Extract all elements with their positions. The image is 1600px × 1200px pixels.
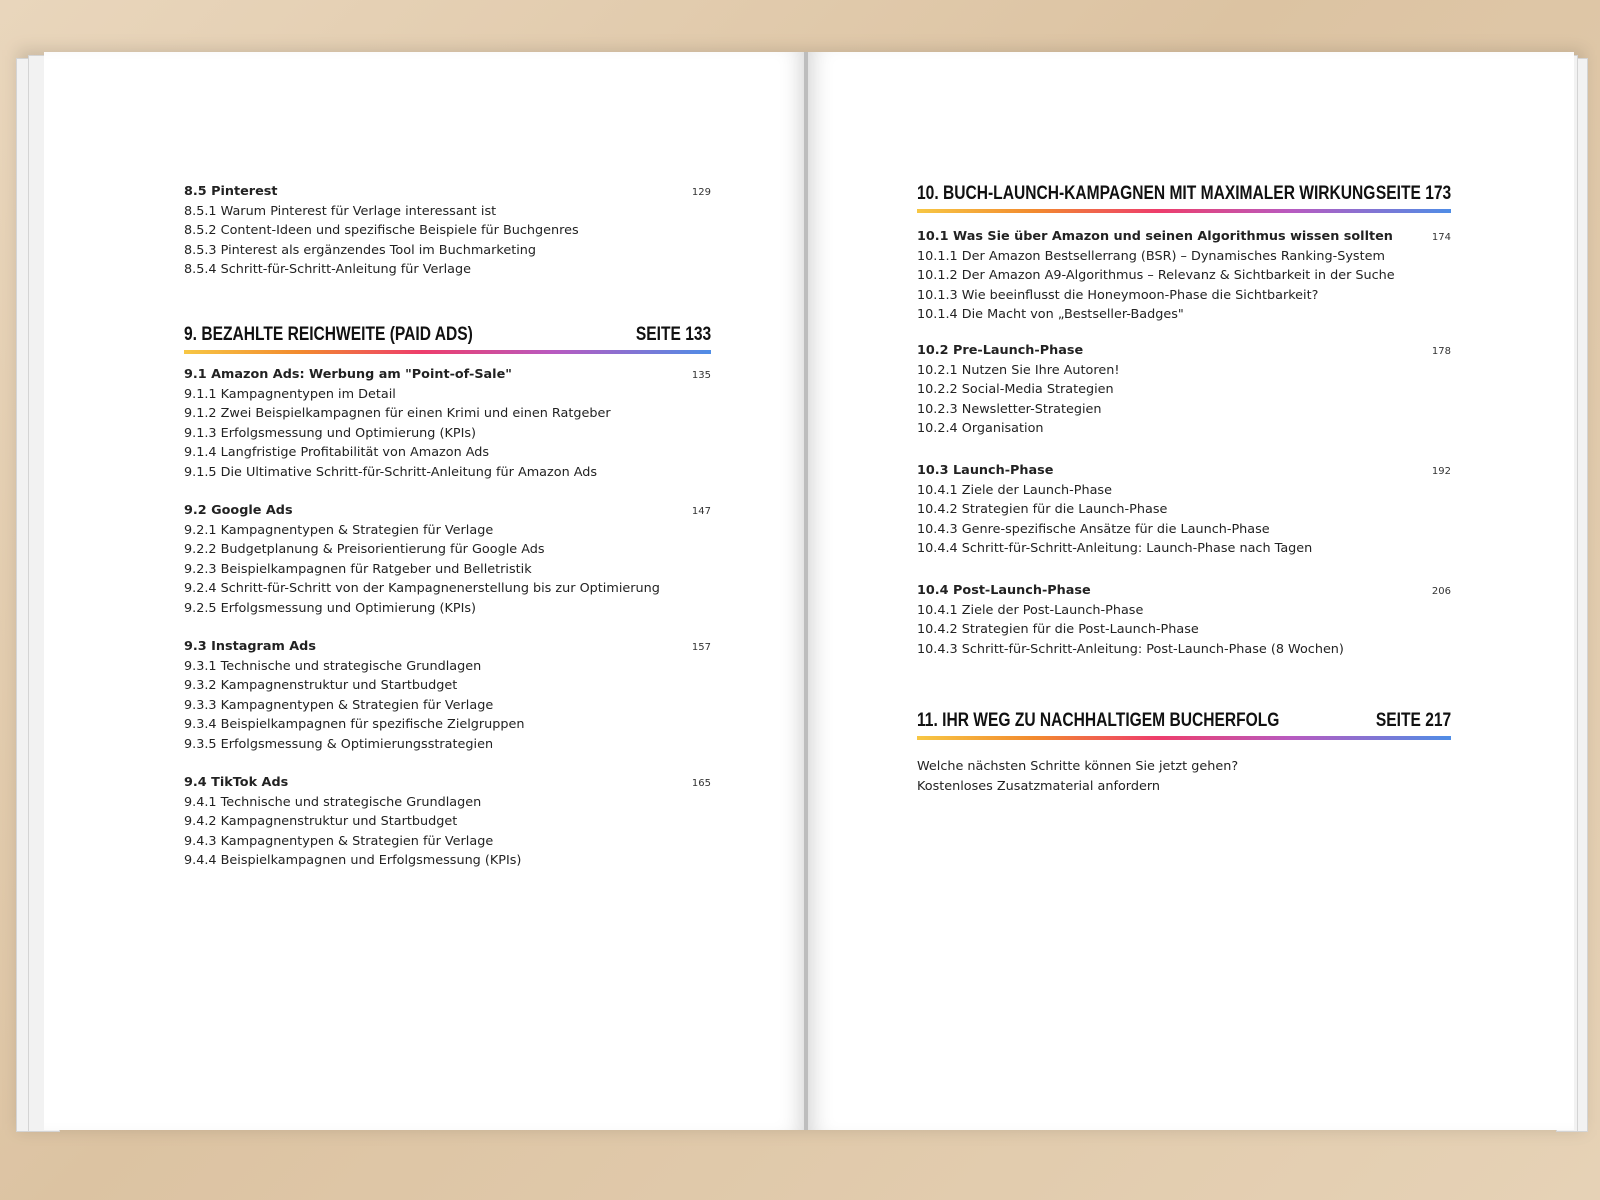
chapter-gradient-rule	[917, 209, 1451, 213]
chapter-11-lines	[917, 757, 1451, 796]
left-page	[44, 52, 805, 1130]
chapter-gradient-rule	[917, 736, 1451, 740]
toc-item: 9.1.4 Langfristige Profitabilität von Amazon Ads	[184, 445, 490, 461]
chapter-9-heading	[184, 324, 711, 354]
toc-section-9-3	[184, 637, 711, 755]
toc-section-9-1	[184, 365, 711, 483]
toc-page-number: 165	[691, 778, 711, 789]
toc-section-heading	[917, 341, 1451, 361]
toc-item: 9.3.2 Kampagnenstruktur und Startbudget	[184, 678, 458, 694]
toc-page-number: 174	[1431, 232, 1451, 243]
toc-section-heading	[184, 501, 711, 521]
toc-item: 9.2.4 Schritt-für-Schritt von der Kampagnenerstellung bis zur Optimierung	[184, 581, 660, 597]
toc-section-heading	[917, 227, 1451, 247]
toc-item: Kostenloses Zusatzmaterial anfordern	[917, 778, 1160, 794]
toc-item: 10.4.4 Schritt-für-Schritt-Anleitung: Launch-Phase nach Tagen	[917, 541, 1313, 557]
toc-section-title: 9.2 Google Ads	[184, 503, 293, 518]
chapter-gradient-rule	[184, 350, 711, 354]
toc-item: 10.2.1 Nutzen Sie Ihre Autoren!	[917, 362, 1120, 378]
toc-item: 10.2.3 Newsletter-Strategien	[917, 401, 1102, 417]
chapter-page: SEITE 133	[635, 324, 712, 345]
toc-section-heading	[184, 182, 711, 202]
toc-section-title: 10.2 Pre-Launch-Phase	[917, 343, 1084, 358]
right-page	[808, 52, 1574, 1130]
toc-item: 10.1.3 Wie beeinflusst die Honeymoon-Phase die Sichtbarkeit?	[917, 287, 1319, 303]
toc-item: 10.1.2 Der Amazon A9-Algorithmus – Relevanz & Sichtbarkeit in der Suche	[917, 268, 1395, 284]
chapter-page: SEITE 173	[1375, 183, 1452, 204]
toc-item: 9.4.3 Kampagnentypen & Strategien für Verlage	[184, 833, 494, 849]
toc-section-10-1	[917, 227, 1451, 325]
toc-section-8-5	[184, 182, 711, 280]
toc-item: 9.3.1 Technische und strategische Grundlagen	[184, 658, 482, 674]
toc-item: 9.1.1 Kampagnentypen im Detail	[184, 386, 396, 402]
chapter-title: 9. BEZAHLTE REICHWEITE (PAID ADS)	[184, 324, 473, 345]
toc-item: 9.3.3 Kampagnentypen & Strategien für Verlage	[184, 697, 494, 713]
toc-section-heading	[184, 637, 711, 657]
toc-item: 9.1.5 Die Ultimative Schritt-für-Schritt-Anleitung für Amazon Ads	[184, 464, 598, 480]
toc-page-number: 192	[1431, 466, 1451, 477]
toc-section-title: 9.1 Amazon Ads: Werbung am "Point-of-Sale"	[184, 367, 512, 382]
toc-section-title: 10.1 Was Sie über Amazon und seinen Algorithmus wissen sollten	[917, 229, 1393, 244]
toc-page-number: 129	[691, 187, 711, 198]
toc-page-number: 178	[1431, 346, 1451, 357]
toc-section-10-4	[917, 581, 1451, 659]
chapter-title: 11. IHR WEG ZU NACHHALTIGEM BUCHERFOLG	[917, 710, 1280, 731]
toc-item: 10.2.2 Social-Media Strategien	[917, 382, 1114, 398]
toc-item: 9.2.3 Beispielkampagnen für Ratgeber und Belletristik	[184, 561, 532, 577]
toc-item: 9.2.1 Kampagnentypen & Strategien für Verlage	[184, 522, 494, 538]
toc-section-title: 9.3 Instagram Ads	[184, 639, 316, 654]
toc-section-title: 8.5 Pinterest	[184, 184, 278, 199]
toc-item: 8.5.1 Warum Pinterest für Verlage interessant ist	[184, 203, 497, 219]
toc-section-10-3	[917, 461, 1451, 559]
toc-item: 9.4.1 Technische und strategische Grundlagen	[184, 794, 482, 810]
toc-item: 10.2.4 Organisation	[917, 421, 1044, 437]
toc-page-number: 135	[691, 370, 711, 381]
toc-item: 9.3.4 Beispielkampagnen für spezifische Zielgruppen	[184, 717, 525, 733]
toc-section-heading	[917, 461, 1451, 481]
toc-item: 8.5.2 Content-Ideen und spezifische Beispiele für Buchgenres	[184, 223, 579, 239]
toc-item: 10.4.1 Ziele der Launch-Phase	[917, 482, 1112, 498]
toc-section-heading	[184, 773, 711, 793]
toc-item: 10.1.1 Der Amazon Bestsellerrang (BSR) – Dynamisches Ranking-System	[917, 248, 1385, 264]
toc-section-title: 9.4 TikTok Ads	[184, 775, 289, 790]
toc-item: 9.3.5 Erfolgsmessung & Optimierungsstrategien	[184, 736, 494, 752]
toc-item: 9.2.5 Erfolgsmessung und Optimierung (KPIs)	[184, 600, 477, 616]
toc-section-title: 10.3 Launch-Phase	[917, 463, 1054, 478]
chapter-10-heading	[917, 183, 1451, 213]
toc-item: 10.4.2 Strategien für die Post-Launch-Phase	[917, 622, 1199, 638]
toc-section-heading	[917, 581, 1451, 601]
toc-item: 8.5.4 Schritt-für-Schritt-Anleitung für Verlage	[184, 262, 472, 278]
toc-item: 9.4.4 Beispielkampagnen und Erfolgsmessung (KPIs)	[184, 853, 522, 869]
toc-item: 9.4.2 Kampagnenstruktur und Startbudget	[184, 814, 458, 830]
toc-item: 9.1.2 Zwei Beispielkampagnen für einen Krimi und einen Ratgeber	[184, 406, 611, 422]
chapter-11-heading	[917, 710, 1451, 740]
toc-item: 10.4.3 Genre-spezifische Ansätze für die Launch-Phase	[917, 521, 1270, 537]
toc-section-10-2	[917, 341, 1451, 439]
toc-item: 10.4.1 Ziele der Post-Launch-Phase	[917, 602, 1144, 618]
toc-item: 10.4.3 Schritt-für-Schritt-Anleitung: Post-Launch-Phase (8 Wochen)	[917, 641, 1344, 657]
chapter-page: SEITE 217	[1375, 710, 1452, 731]
toc-item: 10.4.2 Strategien für die Launch-Phase	[917, 502, 1168, 518]
toc-item: 10.1.4 Die Macht von „Bestseller-Badges"	[917, 307, 1184, 323]
toc-section-title: 10.4 Post-Launch-Phase	[917, 583, 1091, 598]
toc-section-heading	[184, 365, 711, 385]
toc-section-9-4	[184, 773, 711, 871]
toc-page-number: 206	[1431, 586, 1451, 597]
toc-item: 9.1.3 Erfolgsmessung und Optimierung (KPIs)	[184, 425, 477, 441]
toc-item: 9.2.2 Budgetplanung & Preisorientierung für Google Ads	[184, 542, 545, 558]
toc-item: Welche nächsten Schritte können Sie jetzt gehen?	[917, 759, 1239, 774]
toc-page-number: 147	[691, 506, 711, 517]
chapter-title: 10. BUCH-LAUNCH-KAMPAGNEN MIT MAXIMALER WIRKUNG	[917, 183, 1376, 204]
toc-page-number: 157	[691, 642, 711, 653]
toc-section-9-2	[184, 501, 711, 619]
toc-item: 8.5.3 Pinterest als ergänzendes Tool im Buchmarketing	[184, 242, 537, 258]
